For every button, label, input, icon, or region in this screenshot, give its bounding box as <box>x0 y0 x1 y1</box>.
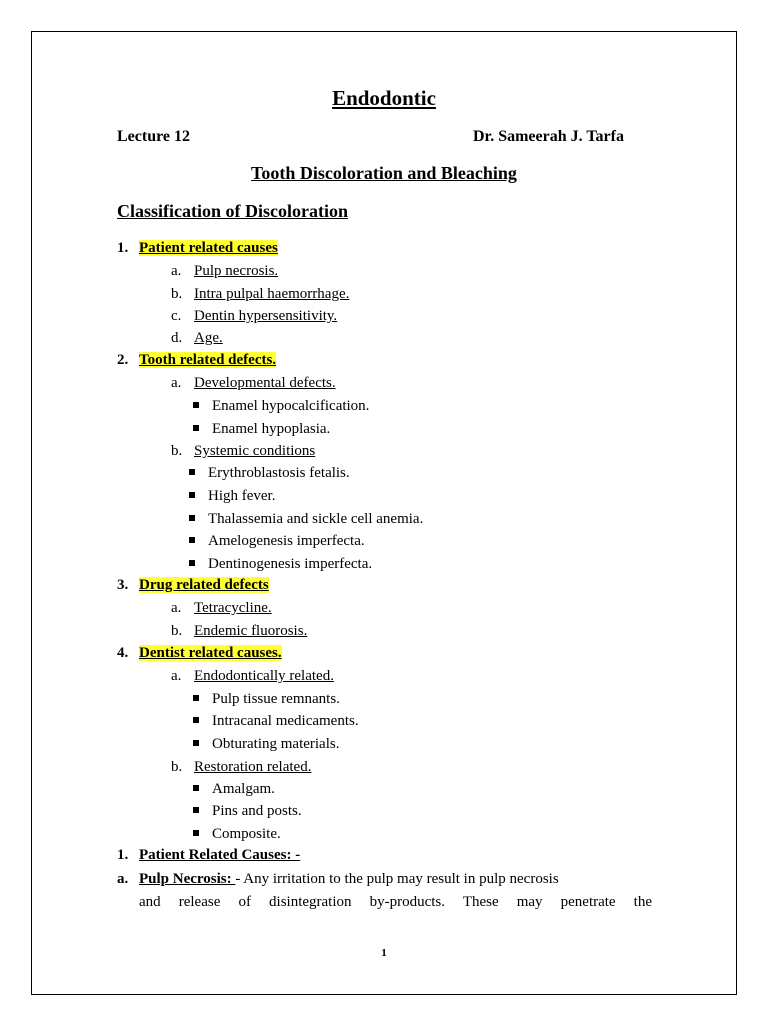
bullet-item: Amelogenesis imperfecta. <box>189 533 365 550</box>
outline-heading-number: 3. <box>117 577 129 593</box>
outline-heading-3 <box>117 577 269 594</box>
bullet-item: Enamel hypocalcification. <box>193 398 369 415</box>
square-bullet-icon <box>193 740 199 746</box>
outline-heading-number: 4. <box>117 645 129 661</box>
page-number: 1 <box>381 947 387 959</box>
list-item: b. Intra pulpal haemorrhage. <box>171 286 350 302</box>
square-bullet-icon <box>193 717 199 723</box>
body-paragraph-continued: and release of disintegration by-products. These may penetrate the <box>139 894 652 910</box>
bullet-item: Enamel hypoplasia. <box>193 421 330 438</box>
lecture-subtitle: Tooth Discoloration and Bleaching <box>251 163 517 183</box>
square-bullet-icon <box>193 402 199 408</box>
bullet-item: Composite. <box>193 826 281 843</box>
square-bullet-icon <box>193 695 199 701</box>
body-paragraph: a. Pulp Necrosis: - Any irritation to the pulp may result in pulp necrosis <box>117 871 559 887</box>
square-bullet-icon <box>189 469 195 475</box>
bullet-item: Amalgam. <box>193 781 275 798</box>
square-bullet-icon <box>189 515 195 521</box>
body-heading: 1. Patient Related Causes: - <box>117 847 301 863</box>
square-bullet-icon <box>193 785 199 791</box>
bullet-item: Pins and posts. <box>193 803 302 820</box>
bullet-item: Dentinogenesis imperfecta. <box>189 556 372 573</box>
list-item: a. Endodontically related. <box>171 668 334 684</box>
list-item: a. Tetracycline. <box>171 600 272 616</box>
outline-heading-4: 4. Dentist related causes. <box>117 645 282 661</box>
outline-heading-1 <box>117 240 278 257</box>
list-item: a. Pulp necrosis. <box>171 263 279 279</box>
list-item: c. Dentin hypersensitivity. <box>171 308 338 324</box>
square-bullet-icon <box>189 492 195 498</box>
square-bullet-icon <box>193 830 199 836</box>
bullet-item: Obturating materials. <box>193 736 339 753</box>
list-item: d. Age. <box>171 330 223 346</box>
bullet-item: Intracanal medicaments. <box>193 713 359 730</box>
list-item: b. Systemic conditions <box>171 443 316 459</box>
outline-heading-number: 1. <box>117 240 129 256</box>
outline-heading-label: Tooth related defects. <box>139 352 277 368</box>
outline-heading-number: 2. <box>117 352 129 368</box>
author-name: Dr. Sameerah J. Tarfa <box>473 128 624 145</box>
lecture-number: Lecture 12 <box>117 128 191 145</box>
square-bullet-icon <box>189 537 195 543</box>
bullet-item: Pulp tissue remnants. <box>193 691 340 708</box>
list-item: b. Endemic fluorosis. <box>171 623 308 639</box>
bullet-item: Thalassemia and sickle cell anemia. <box>189 511 423 528</box>
outline-heading-label: Drug related defects <box>139 577 269 593</box>
square-bullet-icon <box>193 425 199 431</box>
outline-heading-label: Dentist related causes <box>139 645 278 661</box>
outline-heading-2 <box>117 352 276 369</box>
section-title: Classification of Discoloration <box>117 201 348 221</box>
list-item: b. Restoration related. <box>171 759 312 775</box>
bullet-item: Erythroblastosis fetalis. <box>189 465 350 482</box>
document-title: Endodontic <box>332 86 436 110</box>
square-bullet-icon <box>189 560 195 566</box>
outline-heading-label: Patient related causes <box>139 240 278 256</box>
bullet-item: High fever. <box>189 488 275 505</box>
list-item: a. Developmental defects. <box>171 375 336 391</box>
square-bullet-icon <box>193 807 199 813</box>
